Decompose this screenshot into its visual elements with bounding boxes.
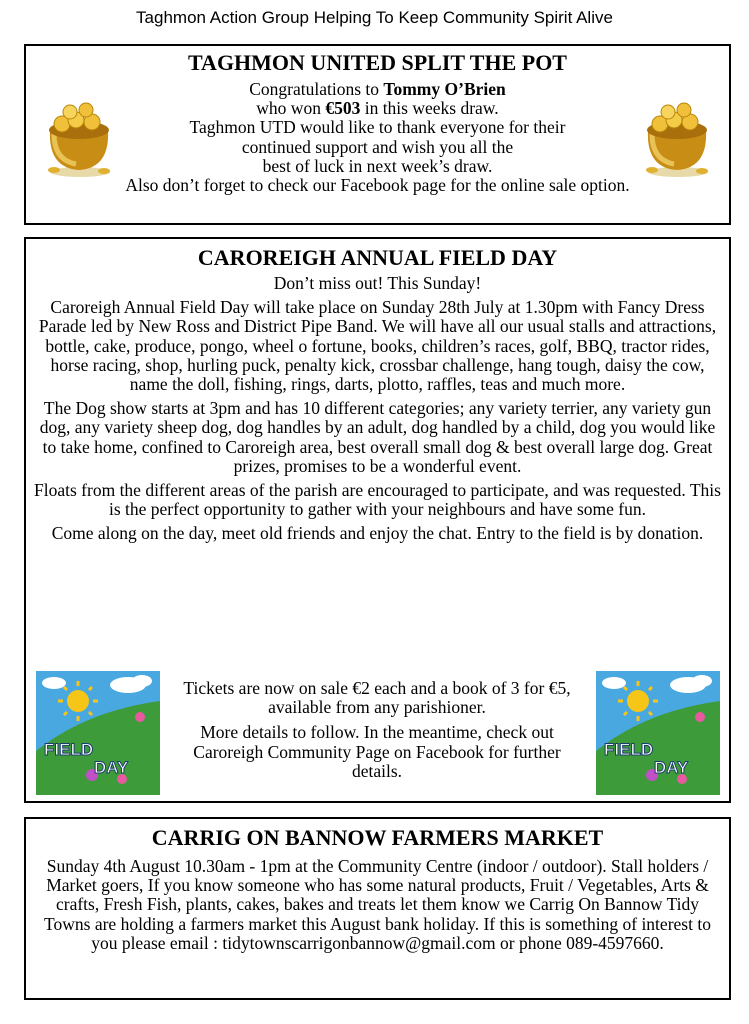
farmers-market-box [24,817,731,1000]
winnings-line [26,99,729,118]
facebook-line: Also don’t forget to check our Facebook page for the online sale option. [125,175,630,196]
winnings-amount: €503 [325,98,361,119]
graphic-word-field: FIELD [44,740,94,759]
field-day-paragraph-1: Caroreigh Annual Field Day will take place on Sunday 28th July at 1.30pm with Fancy Dress Parade led by New Ross and District Pipe Band. We will have all our usual stalls and attractions, bottle, cake, produce, pongo, wheel o fortune, books, children’s races, golf, BBQ, tractor rides, horse racing, shop, hurling puck, penalty kick, crossbar challenge, hang tough, daisy the cow, name the doll, fishing, rings, darts, plotto, raffles, teas and much more. [38,297,717,395]
field-day-paragraph-2: The Dog show starts at 3pm and has 10 different categories; any variety terrier, any variety gun dog, any variety sheep dog, dog handles by an adult, dog handled by a child, dog you would like to take home, confined to Caroreigh area, best overall small dog & best overall large dog. Great prizes, promises to be a wonderful event. [39,398,716,476]
field-day-subtitle: Don’t miss out! This Sunday! [273,273,482,293]
ticket-info: Tickets are now on sale €2 each and a book of 3 for €5, available from any parishioner. [183,678,571,718]
graphic-word-day: DAY [94,758,129,777]
graphic-word-field: FIELD [604,740,654,759]
field-day-paragraph-4: Come along on the day, meet old friends and enjoy the chat. Entry to the field is by donation. [51,523,704,544]
ticket-info-block [166,679,588,781]
field-day-graphic [596,671,720,795]
split-the-pot-title: TAGHMON UNITED SPLIT THE POT [188,50,567,75]
winnings-suffix: in this weeks draw. [360,98,499,119]
luck-line: best of luck in next week’s draw. [262,155,493,176]
more-details: More details to follow. In the meantime, check out Caroreigh Community Page on Facebook for further details. [193,722,561,781]
field-day-paragraph-3: Floats from the different areas of the parish are encouraged to participate, and was requested. This is the perfect opportunity to gather with your neighbours and have some fun. [34,480,721,520]
support-line: continued support and wish you all the [241,136,514,157]
field-day-title: CAROREIGH ANNUAL FIELD DAY [197,245,558,270]
winnings-prefix: who won [256,98,326,119]
split-the-pot-box [24,44,731,225]
congrats-line [26,80,729,99]
page-tagline: Taghmon Action Group Helping To Keep Community Spirit Alive [136,8,613,27]
farmers-market-title: CARRIG ON BANNOW FARMERS MARKET [151,825,604,850]
graphic-word-day: DAY [654,758,689,777]
winner-name: Tommy O’Brien [383,79,506,99]
field-day-graphic [36,671,160,795]
field-day-box [24,237,731,803]
pot-of-gold-icon [638,98,716,178]
farmers-market-body: Sunday 4th August 10.30am - 1pm at the Community Centre (indoor / outdoor). Stall holders / Market goers, If you know someone who has some natural products, Fruit / Vegetables, Arts & crafts, Fresh Fish, plants, cakes, bakes and treats let them know we Carrig On Bannow Tidy Towns are holding a farmers market this August bank holiday. If this is something of interest to you please email : tidytownscarrigonbannow@gmail.com or phone 089-4597660. [44,856,711,953]
pot-of-gold-icon [40,98,118,178]
thanks-line: Taghmon UTD would like to thank everyone for their [189,117,566,138]
congrats-prefix: Congratulations to [249,79,384,99]
